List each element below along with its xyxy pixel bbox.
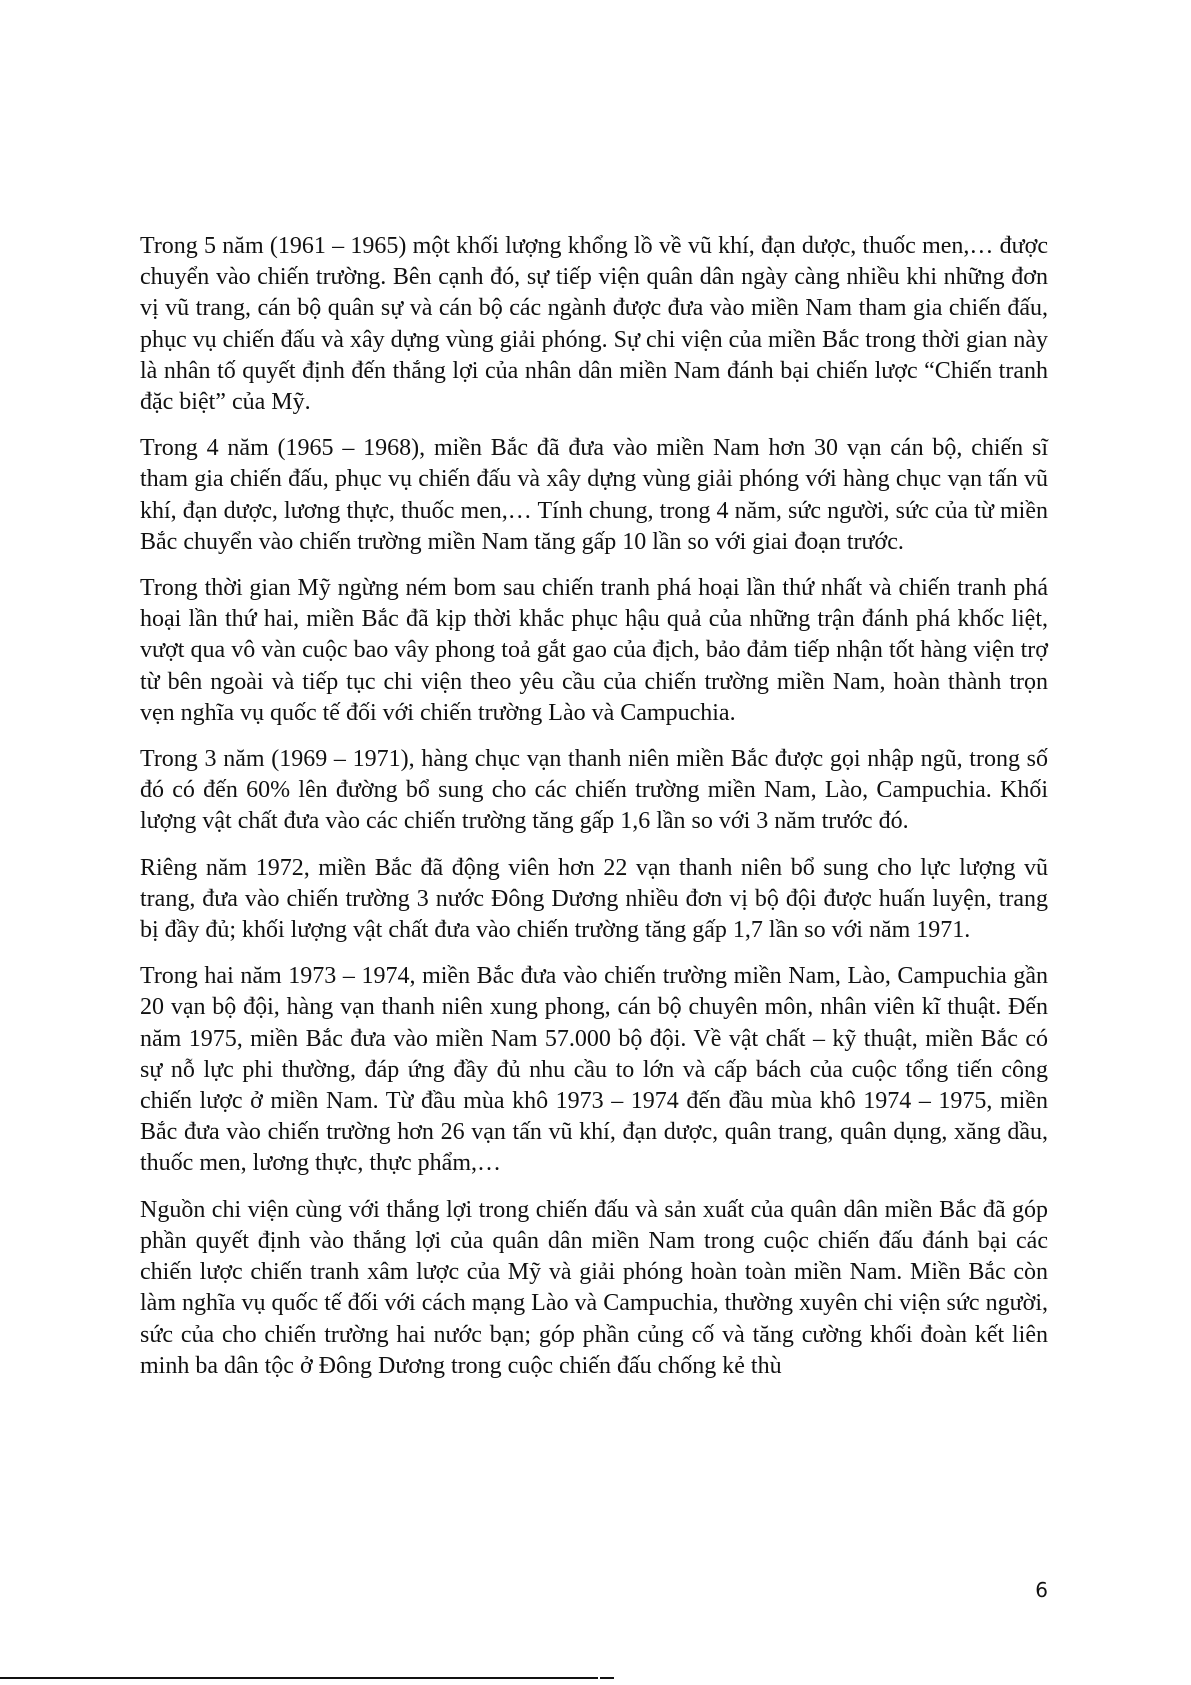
paragraph-3: Trong thời gian Mỹ ngừng ném bom sau chiến tranh phá hoại lần thứ nhất và chiến tranh phá hoại lần thứ hai, miền Bắc đã kịp thời khắc phục hậu quả của những trận đánh phá khốc liệt, vượt qua vô vàn cuộc bao vây phong toả gắt gao của địch, bảo đảm tiếp nhận tốt hàng viện trợ từ bên ngoài và tiếp tục chi viện theo yêu cầu của chiến trường miền Nam, hoàn thành trọn vẹn nghĩa vụ quốc tế đối với chiến trường Lào và Campuchia. xyxy=(140,575,1048,726)
footer-rule xyxy=(0,1677,598,1679)
paragraph-2: Trong 4 năm (1965 – 1968), miền Bắc đã đưa vào miền Nam hơn 30 vạn cán bộ, chiến sĩ tham gia chiến đấu, phục vụ chiến đấu và xây dựng vùng giải phóng với hàng chục vạn tấn vũ khí, đạn dược, lương thực, thuốc men,… Tính chung, trong 4 năm, sức người, sức của từ miền Bắc chuyển vào chiến trường miền Nam tăng gấp 10 lần so với giai đoạn trước. xyxy=(140,435,1048,555)
body-text xyxy=(140,231,1048,1397)
paragraph-1: Trong 5 năm (1961 – 1965) một khối lượng khổng lồ về vũ khí, đạn dược, thuốc men,… được chuyển vào chiến trường. Bên cạnh đó, sự tiếp viện quân dân ngày càng nhiều khi những đơn vị vũ trang, cán bộ quân sự và cán bộ các ngành được đưa vào miền Nam tham gia chiến đấu, phục vụ chiến đấu và xây dựng vùng giải phóng. Sự chi viện của miền Bắc trong thời gian này là nhân tố quyết định đến thắng lợi của nhân dân miền Nam đánh bại chiến lược “Chiến tranh đặc biệt” của Mỹ. xyxy=(140,233,1048,416)
footer-rule-segment xyxy=(600,1677,614,1679)
paragraph-4: Trong 3 năm (1969 – 1971), hàng chục vạn thanh niên miền Bắc được gọi nhập ngũ, trong số đó có đến 60% lên đường bổ sung cho các chiến trường miền Nam, Lào, Campuchia. Khối lượng vật chất đưa vào các chiến trường tăng gấp 1,6 lần so với 3 năm trước đó. xyxy=(140,746,1048,835)
paragraph-6: Trong hai năm 1973 – 1974, miền Bắc đưa vào chiến trường miền Nam, Lào, Campuchia gần 20 vạn bộ đội, hàng vạn thanh niên xung phong, cán bộ chuyên môn, nhân viên kĩ thuật. Đến năm 1975, miền Bắc đưa vào miền Nam 57.000 bộ đội. Về vật chất – kỹ thuật, miền Bắc có sự nỗ lực phi thường, đáp ứng đầy đủ nhu cầu to lớn và cấp bách của cuộc tổng tiến công chiến lược ở miền Nam. Từ đầu mùa khô 1973 – 1974 đến đầu mùa khô 1974 – 1975, miền Bắc đưa vào chiến trường hơn 26 vạn tấn vũ khí, đạn dược, quân trang, quân dụng, xăng dầu, thuốc men, lương thực, thực phẩm,… xyxy=(140,963,1048,1177)
paragraph-5: Riêng năm 1972, miền Bắc đã động viên hơn 22 vạn thanh niên bổ sung cho lực lượng vũ trang, đưa vào chiến trường 3 nước Đông Dương nhiều đơn vị bộ đội được huấn luyện, trang bị đầy đủ; khối lượng vật chất đưa vào chiến trường tăng gấp 1,7 lần so với năm 1971. xyxy=(140,854,1048,944)
paragraph-7: Nguồn chi viện cùng với thắng lợi trong chiến đấu và sản xuất của quân dân miền Bắc đã góp phần quyết định vào thắng lợi của quân dân miền Nam trong cuộc chiến đấu đánh bại các chiến lược chiến tranh xâm lược của Mỹ và giải phóng hoàn toàn miền Nam. Miền Bắc còn làm nghĩa vụ quốc tế đối với cách mạng Lào và Campuchia, thường xuyên chi viện sức người, sức của cho chiến trường hai nước bạn; góp phần củng cố và tăng cường khối đoàn kết liên minh ba dân tộc ở Đông Dương trong cuộc chiến đấu chống kẻ thù xyxy=(140,1196,1048,1379)
page-number: 6 xyxy=(1035,1578,1048,1602)
